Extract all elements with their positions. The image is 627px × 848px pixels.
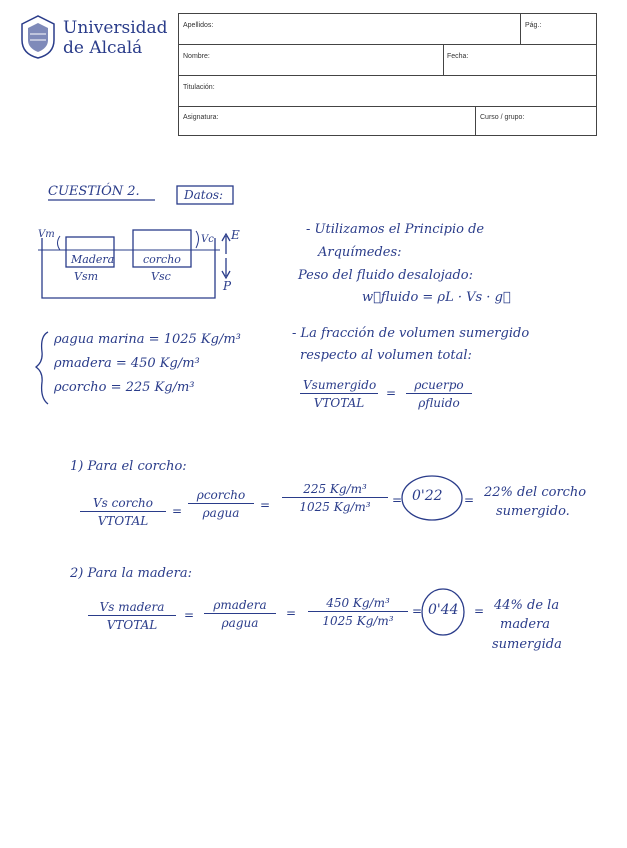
- equals-sign: =: [286, 606, 297, 620]
- fraction-numerator: Vs corcho: [80, 496, 166, 512]
- part2-conclusion-line3: sumergida: [492, 637, 562, 652]
- equals-sign: =: [412, 604, 423, 618]
- fraction-denominator: ρagua: [202, 506, 240, 520]
- fraction-numerator: Vs madera: [88, 600, 176, 616]
- datos-label: Datos:: [184, 188, 224, 202]
- equals-sign: =: [474, 604, 485, 618]
- part1-fraction-values: [282, 482, 388, 514]
- titulacion-label: Titulación:: [183, 84, 215, 91]
- fraction-volume: [300, 378, 378, 410]
- data-item-wood: ρmadera = 450 Kg/m³: [54, 356, 200, 371]
- principle-line4: - La fracción de volumen sumergido: [292, 326, 530, 341]
- question-title: CUESTIÓN 2.: [48, 184, 140, 199]
- apellidos-label: Apellidos:: [183, 22, 214, 29]
- university-name-line2: de Alcalá: [63, 38, 143, 58]
- cork-submerged-label: Vsc: [151, 270, 171, 283]
- part1-conclusion-line1: 22% del corcho: [484, 485, 587, 500]
- part1-fraction-volume: [80, 496, 166, 528]
- equals-sign: =: [464, 493, 475, 507]
- part2-conclusion-line2: madera: [500, 617, 551, 632]
- part1-result: 0'22: [412, 488, 443, 504]
- fraction-density: [406, 378, 472, 410]
- cork-block-label: corcho: [143, 253, 181, 266]
- part1-fraction-density: [188, 488, 254, 520]
- tank-outline: [42, 238, 215, 298]
- part2-conclusion-line1: 44% de la: [494, 598, 560, 613]
- fraction-numerator: 450 Kg/m³: [308, 596, 408, 612]
- buoyancy-label: E: [231, 228, 240, 242]
- fraction-numerator: 225 Kg/m³: [282, 482, 388, 498]
- pag-label: Pág.:: [525, 22, 542, 29]
- part2-fraction-values: [308, 596, 408, 628]
- principle-formula: w⃗fluido = ρL · Vs · g⃗: [362, 290, 511, 305]
- principle-line3: Peso del fluido desalojado:: [298, 268, 474, 283]
- fraction-numerator: ρmadera: [204, 598, 276, 614]
- fraction-denominator: 1025 Kg/m³: [322, 614, 394, 628]
- principle-line2: Arquímedes:: [318, 245, 402, 260]
- part2-heading: 2) Para la madera:: [70, 566, 192, 581]
- vc-label: Vc: [201, 234, 214, 245]
- fraction-denominator: ρagua: [221, 616, 259, 630]
- wood-block-label: Madera: [71, 253, 115, 266]
- fraction-numerator: ρcuerpo: [406, 378, 472, 394]
- equals-sign: =: [172, 504, 183, 518]
- equals-sign: =: [392, 493, 403, 507]
- part2-fraction-volume: [88, 600, 176, 632]
- data-brace: [36, 332, 48, 404]
- fraction-numerator: Vsumergido: [300, 378, 378, 394]
- part1-conclusion-line2: sumergido.: [496, 504, 570, 519]
- fraction-denominator: 1025 Kg/m³: [299, 500, 371, 514]
- fraction-numerator: ρcorcho: [188, 488, 254, 504]
- equals-sign: =: [386, 386, 397, 400]
- diagram-vm-label: Vm: [38, 229, 55, 240]
- weight-label: P: [223, 279, 232, 293]
- fraction-denominator: VTOTAL: [106, 618, 158, 632]
- data-item-cork: ρcorcho = 225 Kg/m³: [54, 380, 195, 395]
- part1-heading: 1) Para el corcho:: [70, 459, 187, 474]
- fraction-denominator: VTOTAL: [97, 514, 149, 528]
- university-name-line1: Universidad: [63, 18, 168, 38]
- wood-submerged-label: Vsm: [74, 270, 99, 283]
- principle-line5: respecto al volumen total:: [300, 348, 472, 363]
- curso-label: Curso / grupo:: [480, 114, 525, 121]
- nombre-label: Nombre:: [183, 53, 210, 60]
- equals-sign: =: [260, 498, 271, 512]
- fraction-denominator: VTOTAL: [313, 396, 365, 410]
- fraction-denominator: ρfluido: [418, 396, 460, 410]
- asignatura-label: Asignatura:: [183, 114, 219, 121]
- part2-fraction-density: [204, 598, 276, 630]
- data-item-water: ρagua marina = 1025 Kg/m³: [54, 332, 241, 347]
- principle-line1: - Utilizamos el Principio de: [306, 222, 485, 237]
- part2-result: 0'44: [428, 602, 459, 618]
- fecha-label: Fecha:: [447, 53, 469, 60]
- equals-sign: =: [184, 608, 195, 622]
